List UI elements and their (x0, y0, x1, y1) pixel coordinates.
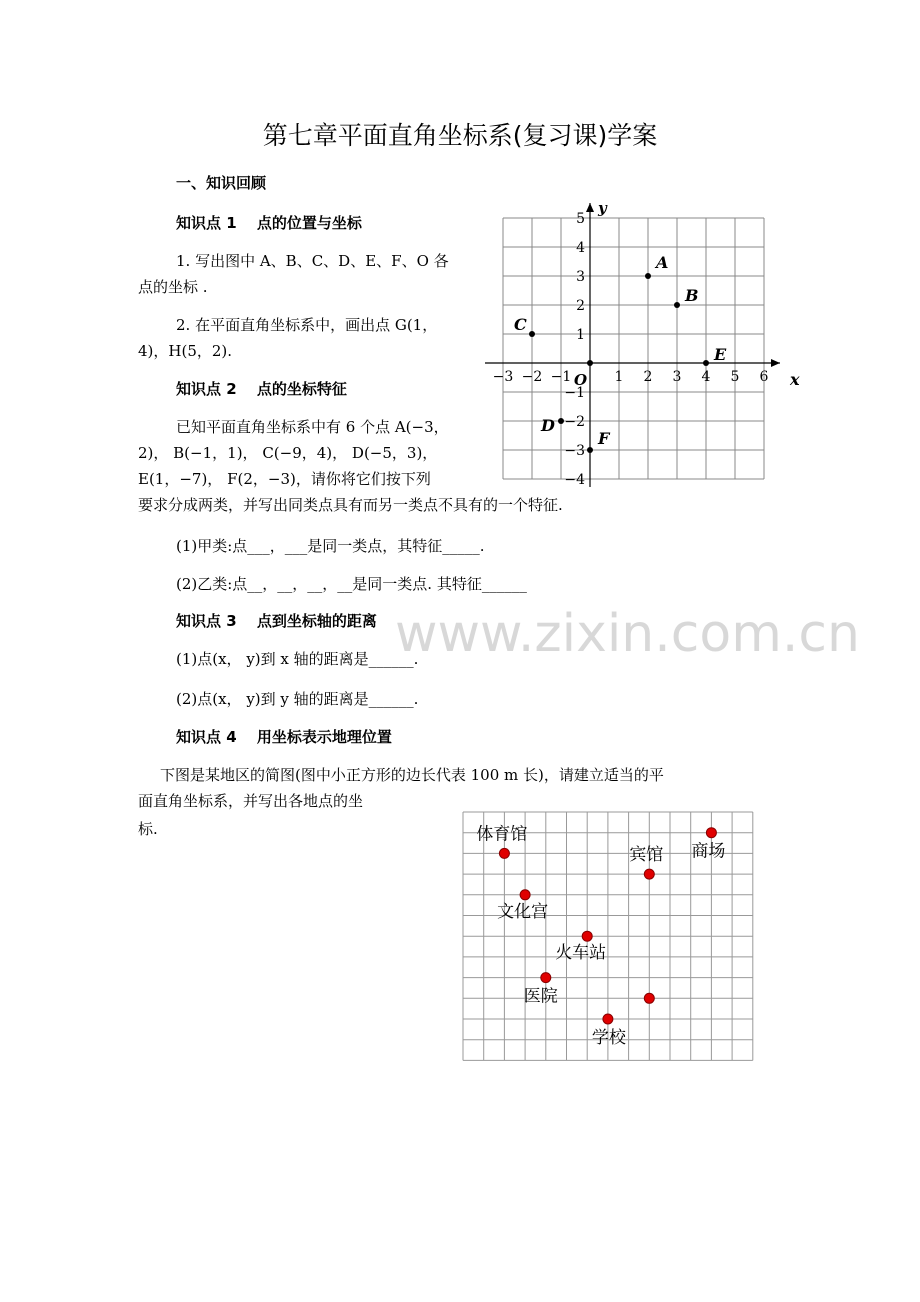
x-tick-label: 5 (730, 369, 740, 385)
point-label: C (514, 315, 527, 334)
x-tick-label: −1 (550, 369, 572, 385)
coordinate-graph (480, 195, 810, 495)
y-tick-label: 4 (576, 240, 585, 256)
map-marker (706, 828, 716, 838)
kp4-line3: 标. (138, 820, 158, 838)
kp2-q2: (2)乙类:点__，__，__，__是同一类点. 其特征______ (176, 575, 527, 593)
map-place-label: 学校 (591, 1028, 626, 1048)
kp4-line1: 下图是某地区的简图(图中小正方形的边长代表 100 m 长)，请建立适当的平 (160, 766, 664, 784)
kp1-q1-line1: 1. 写出图中 A、B、C、D、E、F、O 各 (176, 252, 449, 270)
map-place-label: 商场 (691, 841, 726, 862)
y-tick-label: 2 (576, 298, 585, 314)
kp3-heading: 知识点 3 点到坐标轴的距离 (176, 612, 377, 630)
point-origin (587, 360, 593, 366)
kp4-line2: 面直角坐标系，并写出各地点的坐 (138, 792, 364, 810)
point-E (703, 360, 709, 366)
x-tick-label: 3 (672, 369, 682, 385)
kp1-q2-line2: 4)，H(5，2). (138, 342, 233, 360)
y-tick-label: −1 (564, 385, 585, 401)
kp1-q2-line1: 2. 在平面直角坐标系中，画出点 G(1， (176, 316, 438, 334)
kp1-q1-line2: 点的坐标 . (138, 278, 208, 296)
map-marker (541, 973, 551, 983)
x-tick-label: 4 (701, 369, 711, 385)
map-place-label: 火车站 (555, 943, 607, 964)
origin-label: O (574, 371, 588, 389)
map-place-label: 宾馆 (629, 845, 664, 866)
graph-tick-labels (493, 211, 769, 488)
section-heading: 一、知识回顾 (176, 174, 267, 192)
y-axis-arrow (586, 203, 594, 212)
kp1-heading: 知识点 1 点的位置与坐标 (176, 214, 362, 232)
y-tick-label: −2 (564, 414, 585, 430)
kp2-line3: E(1，−7)， F(2，−3)，请你将它们按下列 (138, 470, 431, 488)
x-tick-label: 1 (614, 369, 624, 385)
kp2-line2: 2)， B(−1，1)， C(−9，4)， D(−5，3)， (138, 444, 438, 462)
kp4-heading: 知识点 4 用坐标表示地理位置 (176, 728, 392, 746)
x-tick-label: −2 (521, 369, 543, 385)
page-title: 第七章平面直角坐标系(复习课)学案 (262, 121, 658, 150)
point-A (645, 273, 651, 279)
kp2-line1: 已知平面直角坐标系中有 6 个点 A(−3， (176, 418, 449, 436)
kp3-q2: (2)点(x， y)到 y 轴的距离是______. (176, 690, 419, 708)
point-D (558, 418, 564, 424)
x-tick-label: 2 (643, 369, 653, 385)
map-marker (603, 1014, 613, 1024)
watermark: www.zixin.com.cn (395, 604, 860, 664)
y-tick-label: −3 (564, 443, 585, 459)
y-tick-label: −4 (564, 472, 585, 488)
map-marker (644, 993, 654, 1003)
point-label: E (714, 345, 727, 364)
x-tick-label: 6 (759, 369, 769, 385)
point-label: F (598, 429, 610, 448)
y-tick-label: 5 (576, 211, 585, 227)
area-map (455, 805, 765, 1070)
point-label: A (656, 253, 669, 272)
point-label: B (685, 286, 699, 305)
y-tick-label: 1 (576, 327, 585, 343)
map-marker (644, 869, 654, 879)
point-C (529, 331, 535, 337)
map-marker (520, 890, 530, 900)
kp2-heading: 知识点 2 点的坐标特征 (176, 380, 347, 398)
point-label: D (541, 416, 555, 435)
y-axis-label: y (598, 199, 607, 217)
graph-points (514, 253, 727, 453)
map-place-label: 文化宫 (497, 901, 549, 922)
y-tick-label: 3 (576, 269, 585, 285)
map-place-label: 医院 (523, 986, 558, 1007)
x-tick-label: −3 (492, 369, 514, 385)
map-marker (499, 848, 509, 858)
kp2-line4: 要求分成两类，并写出同类点具有而另一类点不具有的一个特征. (138, 496, 563, 514)
x-axis-label: x (790, 370, 800, 389)
kp3-q1: (1)点(x， y)到 x 轴的距离是______. (176, 650, 419, 668)
point-F (587, 447, 593, 453)
map-place-label: 体育馆 (476, 824, 528, 845)
x-axis-arrow (771, 359, 780, 367)
point-B (674, 302, 680, 308)
kp2-q1: (1)甲类:点___，___是同一类点，其特征_____. (176, 537, 485, 555)
map-marker (582, 931, 592, 941)
